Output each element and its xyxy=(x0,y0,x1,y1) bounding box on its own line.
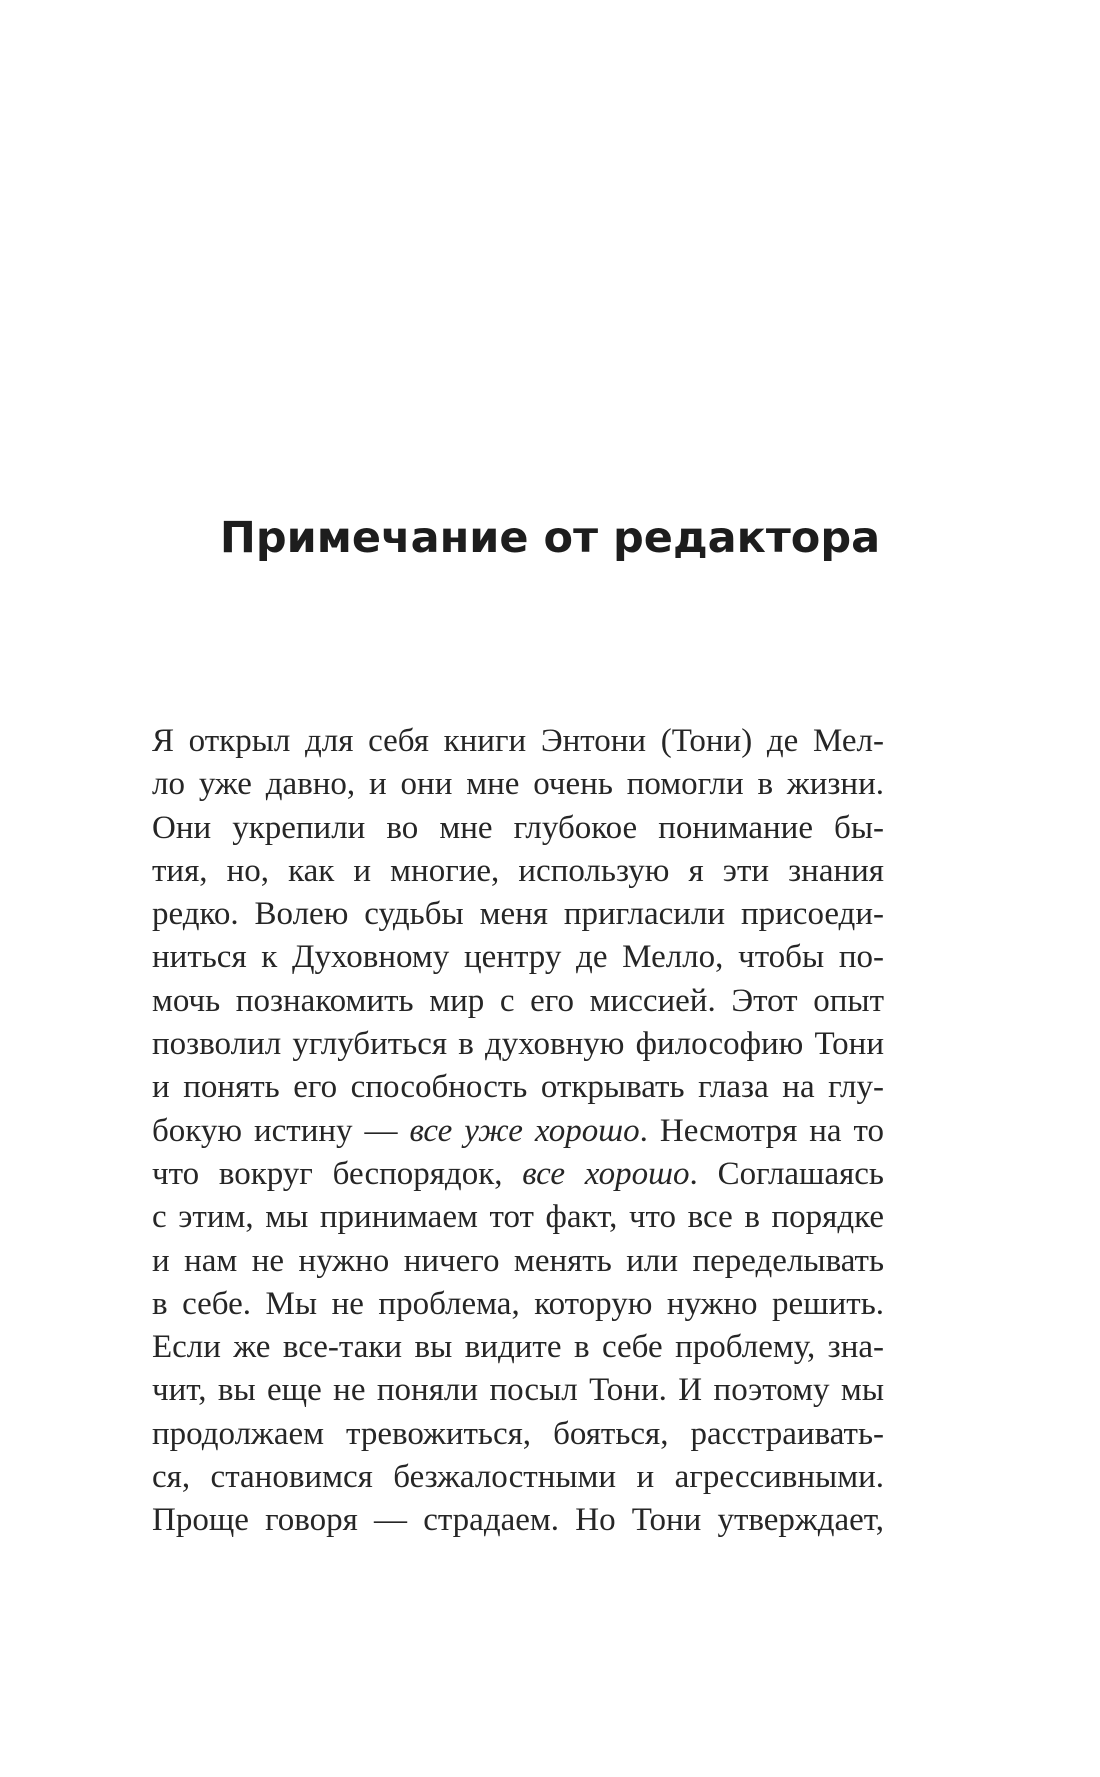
italic-phrase: все хорошо xyxy=(522,1155,690,1192)
text-segment: . Несмотря на то xyxy=(639,1112,885,1149)
text-line: ся, становимся безжалостными и агрессивными. xyxy=(152,1459,884,1496)
text-line-with-italic xyxy=(152,1110,884,1153)
text-line: с этим, мы принимаем тот факт, что все в порядке xyxy=(152,1199,884,1236)
text-line: Я открыл для себя книги Энтони (Тони) де Мел- xyxy=(152,723,884,759)
text-line: чит, вы еще не поняли посыл Тони. И поэтому мы xyxy=(152,1372,884,1409)
text-line: в себе. Мы не проблема, которую нужно решить. xyxy=(152,1285,884,1322)
text-line: продолжаем тревожиться, бояться, расстраивать- xyxy=(152,1415,884,1452)
text-line: Они укрепили во мне глубокое понимание бы- xyxy=(152,809,884,846)
text-line: Если же все-таки вы видите в себе проблему, зна- xyxy=(152,1329,884,1366)
text-line: и нам не нужно ничего менять или переделывать xyxy=(152,1242,884,1279)
text-segment: . Соглашаясь xyxy=(689,1155,884,1192)
text-line: ниться к Духовному центру де Мелло, чтобы по- xyxy=(152,939,884,976)
body-paragraph xyxy=(152,720,884,1543)
text-segment: что вокруг беспорядок, xyxy=(152,1155,523,1192)
text-line: тия, но, как и многие, использую я эти знания xyxy=(152,852,884,889)
text-line: Проще говоря — страдаем. Но Тони утверждает, xyxy=(152,1502,884,1539)
italic-phrase: все уже хорошо xyxy=(409,1112,640,1149)
text-line: и понять его способность открывать глаза на глу- xyxy=(152,1069,884,1106)
text-line: ло уже давно, и они мне очень помогли в жизни. xyxy=(152,766,884,803)
text-line: позволил углубиться в духовную философию Тони xyxy=(152,1026,884,1063)
text-segment: бокую истину — xyxy=(152,1112,410,1149)
text-line: мочь познакомить мир с его миссией. Этот опыт xyxy=(152,982,884,1019)
chapter-title: Примечание от редактора xyxy=(219,513,881,563)
text-line-with-italic xyxy=(152,1153,884,1196)
text-line: редко. Волею судьбы меня пригласили присоеди- xyxy=(152,896,884,933)
